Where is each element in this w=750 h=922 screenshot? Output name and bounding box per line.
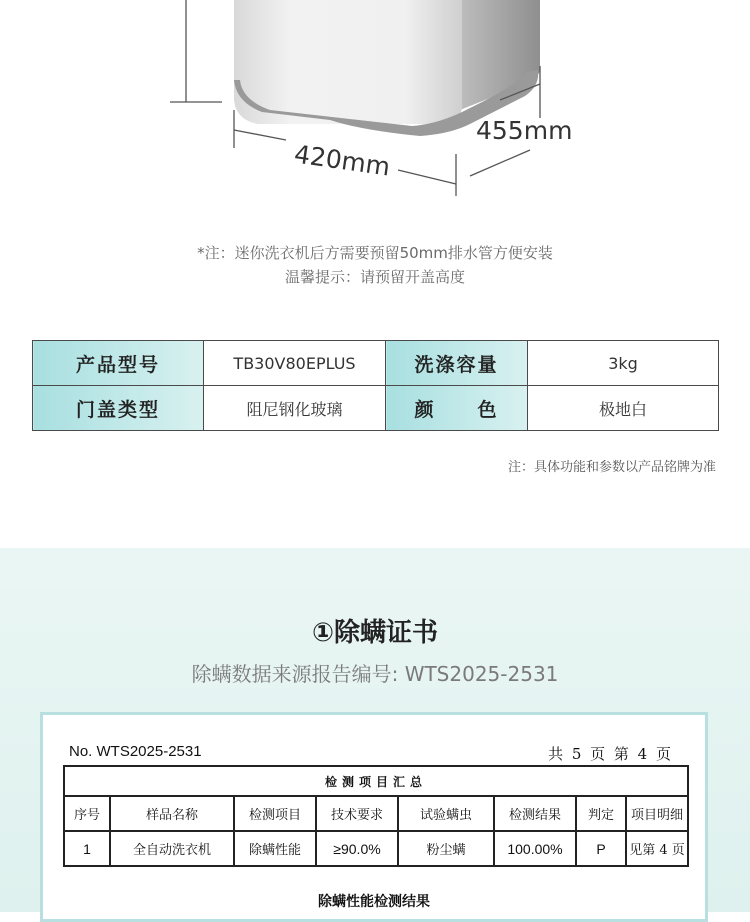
spec-value: TB30V80EPLUS (204, 341, 386, 386)
test-report-document (40, 712, 708, 922)
column-header: 项目明细 (626, 796, 688, 831)
column-header: 技术要求 (316, 796, 398, 831)
section-heading: 除螨性能检测结果 (318, 894, 430, 910)
spec-footnote: 注：具体功能和参数以产品铭牌为准 (507, 460, 716, 475)
spec-label: 颜 色 (386, 386, 528, 431)
column-header: 检测项目 (234, 796, 316, 831)
column-header: 序号 (64, 796, 110, 831)
machine-front-panel (234, 0, 462, 124)
drain-note: *注：迷你洗衣机后方需要预留50mm排水管方便安装 (197, 244, 553, 262)
spec-value: 极地白 (528, 386, 719, 431)
table-row (64, 831, 688, 866)
depth-dimension-label: 455mm (476, 116, 573, 145)
spec-value: 阻尼钢化玻璃 (204, 386, 386, 431)
spec-label: 洗涤容量 (386, 341, 528, 386)
spec-label: 门盖类型 (33, 386, 204, 431)
table-cell: 1 (64, 831, 110, 866)
table-cell: 全自动洗衣机 (110, 831, 234, 866)
width-dimension-label: 420mm (292, 139, 392, 182)
depth-dimension-line (470, 150, 530, 176)
column-header: 样品名称 (110, 796, 234, 831)
table-cell: 100.00% (494, 831, 576, 866)
column-header: 判定 (576, 796, 626, 831)
spec-row (33, 386, 719, 431)
certificate-title: ①除螨证书 (311, 618, 438, 648)
table-cell: ≥90.0% (316, 831, 398, 866)
certificate-subtitle: 除螨数据来源报告编号: WTS2025-2531 (191, 662, 559, 686)
column-header: 检测结果 (494, 796, 576, 831)
spec-row (33, 341, 719, 386)
table-cell: 除螨性能 (234, 831, 316, 866)
summary-header: 检测项目汇总 (64, 766, 688, 796)
report-header-row (64, 796, 688, 831)
report-page-count: 共 5 页 第 4 页 (548, 745, 673, 763)
spec-label: 产品型号 (33, 341, 204, 386)
table-cell: 粉尘螨 (398, 831, 494, 866)
table-cell: P (576, 831, 626, 866)
width-dimension-line (234, 130, 286, 140)
table-cell: 见第 4 页 (626, 831, 688, 866)
spec-value: 3kg (528, 341, 719, 386)
report-number: No. WTS2025-2531 (69, 743, 202, 760)
lid-clearance-tip: 温馨提示：请预留开盖高度 (284, 268, 465, 286)
report-summary-table (63, 765, 689, 867)
spec-table (32, 340, 719, 431)
column-header: 试验螨虫 (398, 796, 494, 831)
